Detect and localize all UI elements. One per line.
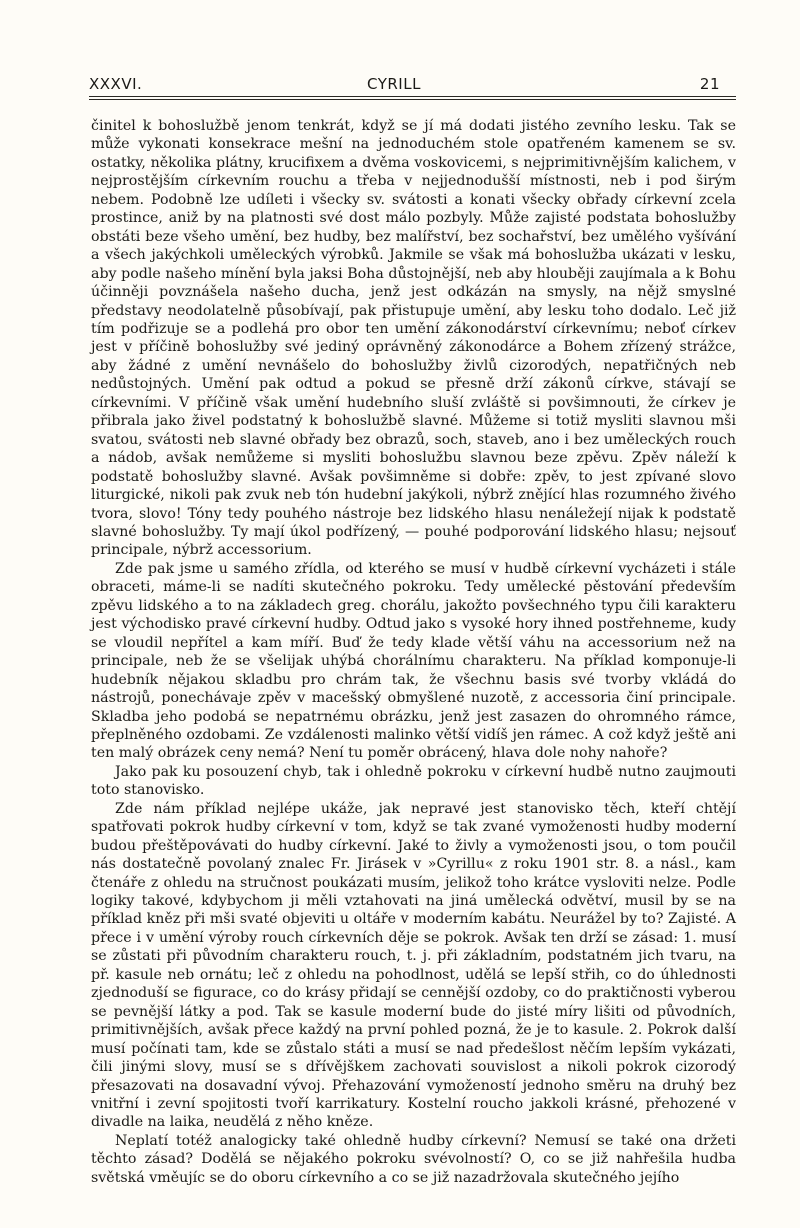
journal-title: CYRILL	[367, 75, 421, 93]
page-number: 21	[699, 75, 720, 93]
paragraph: Zde pak jsme u samého zřídla, od kterého se musí v hudbě církevní vycházeti i stále obraceti, máme-li se nadíti skutečného pokroku. Tedy umělecké pěstování především zpěvu lidského a to na základech greg. chorálu, jakožto povšechného typu čili karakteru jest východisko pravé církevní hudby. Odtud jako s vysoké hory ihned postřehneme, kudy se vloudil nepřítel a kam míří. Buď že tedy klade větší váhu na accessorium než na principale, neb že se všelijak uhýbá chorálnímu charakteru. Na příklad komponuje-li hudebník nějakou skladbu pro chrám tak, že všechnu basis své tvorby vkládá do nástrojů, ponechávaje zpěv v macešský obmyšlené nuzotě, z accessoria činí principale. Skladba jeho podobá se nepatrnému obrázku, jenž jest zasazen do ohromného rámce, přeplněného ozdobami. Ze vzdálenosti malinko větší vidíš jen rámec. A což když ještě ani ten malý obrázek ceny nemá? Není tu poměr obrácený, hlava dole nohy nahoře?	[91, 560, 736, 762]
volume-number: XXXVI.	[89, 75, 143, 93]
paragraph: Jako pak ku posouzení chyb, tak i ohledně pokroku v církevní hudbě nutno zaujmouti toto stanovisko.	[91, 763, 736, 799]
paragraph: činitel k bohoslužbě jenom tenkrát, když se jí má dodati jistého zevního lesku. Tak se může vykonati konsekrace mešní na jednoduchém stole opatřeném kamenem se sv. ostatky, několika plátny, krucifixem a dvěma voskovicemi, s nejprimitivnějším kalichem, v nejprostějším církevním rouchu a třeba v nejjednodušší místnosti, neb i pod širým nebem. Podobně lze udíleti i všecky sv. svátosti a konati všecky obřady církevní zcela prostince, aniž by na platnosti své dost málo pozbyly. Může zajisté podstata bohoslužby obstáti beze všeho umění, bez hudby, bez malířství, bez sochařství, bez umělého vyšívání a všech jakýchkoli uměleckých výrobků. Jakmile se však má bohoslužba ukázati v lesku, aby podle našeho mínění byla jaksi Boha důstojnější, neb aby hlouběji zaujímala a k Bohu účinněji povznášela našeho ducha, jenž jest odkázán na smysly, na nějž smyslné představy neodolatelně působívají, pak přistupuje umění, aby lesku toho dodalo. Leč již tím podřizuje se a podlehá pro obor ten umění zákonodárství církevnímu; neboť církev jest v příčině bohoslužby své jediný oprávněný zákonodárce a Bohem zřízený strážce, aby žádné z umění nevnášelo do bohoslužby živlů cizorodých, nepatřičných neb nedůstojných. Umění pak odtud a pokud se přesně drží zákonů církve, stávají se církevními. V příčině však umění hudebního sluší zvláště si povšimnouti, že církev je přibrala jako živel podstatný k bohoslužbě slavné. Můžeme si totiž mysliti slavnou mši svatou, svátosti neb slavné obřady bez obrazů, soch, staveb, ano i bez uměleckých rouch a nádob, avšak nemůžeme si mysliti bohoslužbu slavnou beze zpěvu. Zpěv náleží k podstatě bohoslužby slavné. Avšak povšimněme si dobře: zpěv, to jest zpívané slovo liturgické, nikoli pak zvuk neb tón hudební jakýkoli, nýbrž znějící hlas rozumného živého tvora, slovo! Tóny tedy pouhého nástroje bez lidského hlasu nenáležejí nijak k podstatě slavné bohoslužby. Ty mají úkol podřízený, — pouhé podporování lidského hlasu; nejsouť principale, nýbrž accessorium.	[91, 118, 736, 559]
running-header	[89, 74, 736, 94]
header-rule-top	[89, 96, 736, 97]
paragraph: Zde nám příklad nejlépe ukáže, jak nepravé jest stanovisko těch, kteří chtějí spatřovati pokrok hudby církevní v tom, když se tak zvané vymoženosti hudby moderní budou přeštěpovávati do hudby církevní. Jaké to živly a vymoženosti jsou, o tom poučil nás dostatečně povolaný znalec Fr. Jirásek v »Cyrillu« z roku 1901 str. 8. a násl., kam čtenáře z ohledu na stručnost poukázati musím, jelikož toho krátce vysloviti nelze. Podle logiky takové, kdybychom ji měli vztahovati na jiná umělecká odvětví, musil by se na příklad kněz při mši svaté objeviti u oltáře v moderním kabátu. Neurážel by to? Zajisté. A přece i v umění výroby rouch církevních děje se pokrok. Avšak ten drží se zásad: 1. musí se zůstati při původním charakteru rouch, t. j. při základním, podstatném jich tvaru, na př. kasule neb ornátu; leč z ohledu na pohodlnost, udělá se lepší střih, co do úhlednosti zjednoduší se figurace, co do krásy přidají se cennější ozdoby, co do praktičnosti vyberou se pevnější látky a pod. Tak se kasule moderní bude do jisté míry lišiti od původních, primitivnějších, avšak přece každý na první pohled pozná, že je to kasule. 2. Pokrok další musí počínati tam, kde se zůstalo státi a musí se nad předešlost něčím lepším vykázati, čili jinými slovy, musí se s dřívějškem zachovati souvislost a nikoli pokrok cizorodý přesazovati na dosavadní vývoj. Přehazování vymožeností jednoho směru na druhý bez vnitřní i zevní spojitosti tvoří karrikatury. Kostelní roucho jakkoli krásné, přehozené v divadle na laika, neudělá z něho kněze.	[91, 800, 736, 1131]
article-body	[91, 117, 736, 1187]
header-rule-bottom	[89, 99, 736, 100]
paragraph: Neplatí totéž analogicky také ohledně hudby církevní? Nemusí se také ona držeti těchto zásad? Dodělá se nějakého pokroku svévolností? O, co se již nahřešila hudba světská vměujíc se do oboru církevního a co se již nazadržovala skutečného jejího	[91, 1132, 736, 1186]
